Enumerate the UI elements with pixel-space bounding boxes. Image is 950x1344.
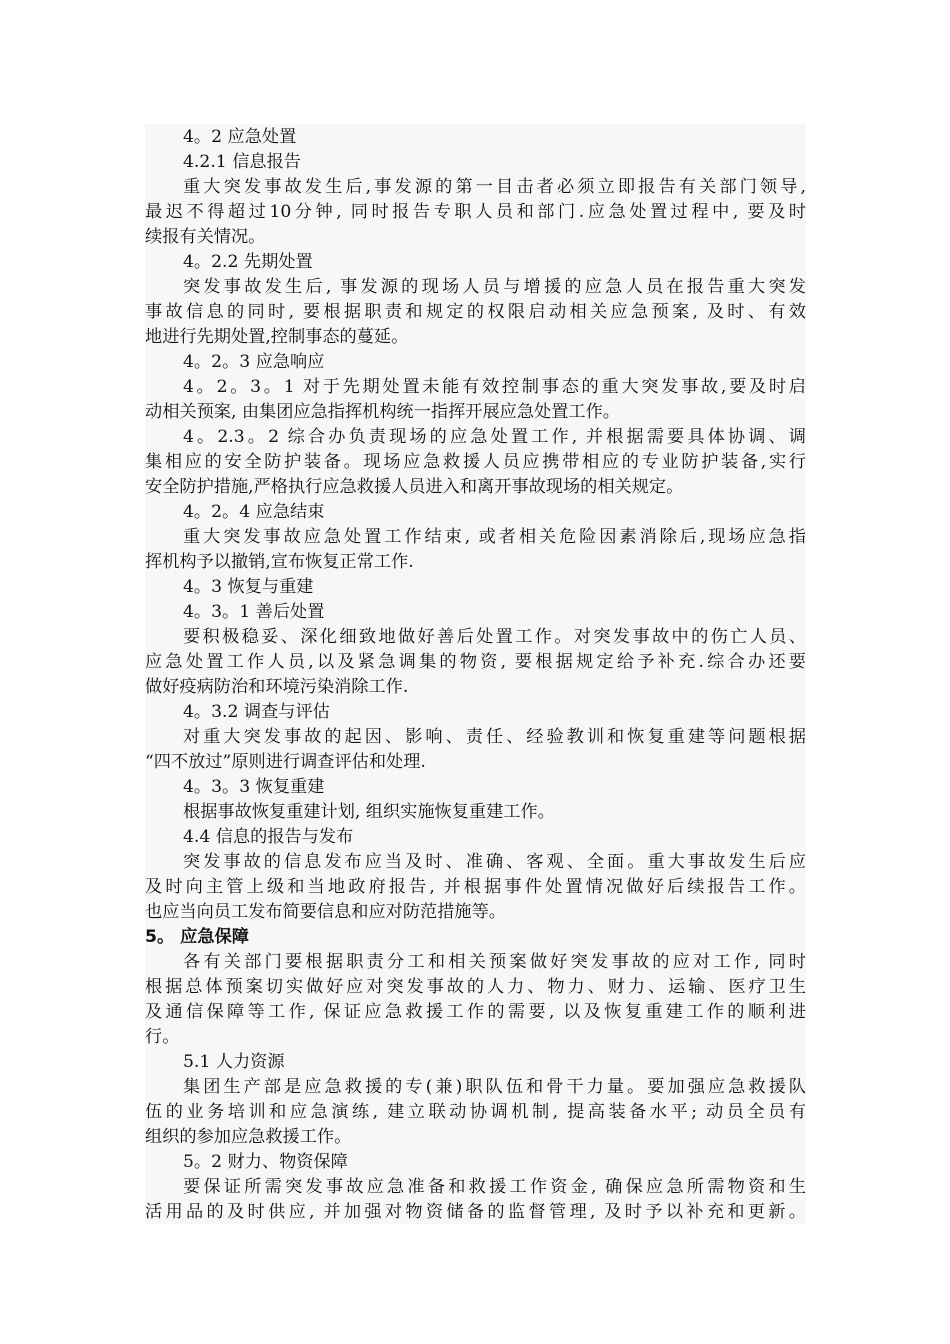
paragraph-line: 应急处置工作人员,以及紧急调集的物资, 要根据规定给予补充.综合办还要 [145,652,806,672]
paragraph-line: 伍的业务培训和应急演练, 建立联动协调机制, 提高装备水平; 动员全员有 [145,1102,806,1122]
heading-4-3: 4。3 恢复与重建 [183,577,314,597]
paragraph-line: 突发事故的信息发布应当及时、准确、客观、全面。重大事故发生后应 [183,852,806,872]
heading-5-1: 5.1 人力资源 [183,1052,285,1072]
heading-4-3-2: 4。3.2 调查与评估 [183,702,330,722]
heading-5: 5。 应急保障 [145,927,249,947]
heading-5-2: 5。2 财力、物资保障 [183,1152,348,1172]
paragraph-line: 要积极稳妥、深化细致地做好善后处置工作。对突发事故中的伤亡人员、 [183,627,806,647]
heading-4-3-1: 4。3。1 善后处置 [183,602,325,622]
paragraph-line: 也应当向员工发布简要信息和应对防范措施等。 [145,902,506,922]
paragraph-line: 集相应的安全防护装备。现场应急救援人员应携带相应的专业防护装备,实行 [145,452,806,472]
paragraph-line: 续报有关情况。 [145,227,266,247]
document-body [145,124,806,1224]
paragraph-line: 地进行先期处置,控制事态的蔓延。 [145,327,409,347]
paragraph-line: 最迟不得超过10分钟, 同时报告专职人员和部门.应急处置过程中, 要及时 [145,202,806,222]
paragraph-line: 行。 [145,1027,180,1047]
paragraph-line: 4。2。3。1 对于先期处置未能有效控制事态的重大突发事故,要及时启 [183,377,806,397]
heading-4-4: 4.4 信息的报告与发布 [183,827,354,847]
paragraph-line: 各有关部门要根据职责分工和相关预案做好突发事故的应对工作, 同时 [183,952,806,972]
heading-4-2: 4。2 应急处置 [183,127,297,147]
heading-4-2-2: 4。2.2 先期处置 [183,252,313,272]
paragraph-line: 根据总体预案切实做好应对突发事故的人力、物力、财力、运输、医疗卫生 [145,977,806,997]
paragraph-line: 动相关预案, 由集团应急指挥机构统一指挥开展应急处置工作。 [145,402,620,422]
paragraph-line: 重大突发事故应急处置工作结束, 或者相关危险因素消除后,现场应急指 [183,527,806,547]
paragraph-line: “四不放过”原则进行调查评估和处理. [145,752,426,772]
paragraph-line: 活用品的及时供应, 并加强对物资储备的监督管理, 及时予以补充和更新。 [145,1202,806,1222]
paragraph-line: 事故信息的同时, 要根据职责和规定的权限启动相关应急预案, 及时、有效 [145,302,806,322]
paragraph-line: 对重大突发事故的起因、影响、责任、经验教训和恢复重建等问题根据 [183,727,806,747]
heading-4-3-3: 4。3。3 恢复重建 [183,777,325,797]
heading-4-2-3: 4。2。3 应急响应 [183,352,325,372]
paragraph-line: 挥机构予以撤销,宣布恢复正常工作. [145,552,414,572]
paragraph-line: 要保证所需突发事故应急准备和救援工作资金, 确保应急所需物资和生 [183,1177,806,1197]
paragraph-line: 重大突发事故发生后,事发源的第一目击者必须立即报告有关部门领导, [183,177,806,197]
paragraph-line: 做好疫病防治和环境污染消除工作. [145,677,409,697]
paragraph-line: 安全防护措施,严格执行应急救援人员进入和离开事故现场的相关规定。 [145,477,684,497]
paragraph-line: 根据事故恢复重建计划, 组织实施恢复重建工作。 [183,802,555,822]
heading-4-2-4: 4。2。4 应急结束 [183,502,325,522]
paragraph-line: 及通信保障等工作, 保证应急救援工作的需要, 以及恢复重建工作的顺利进 [145,1002,806,1022]
paragraph-line: 组织的参加应急救援工作。 [145,1127,352,1147]
paragraph-line: 突发事故发生后, 事发源的现场人员与增援的应急人员在报告重大突发 [183,277,806,297]
paragraph-line: 集团生产部是应急救援的专(兼)职队伍和骨干力量。要加强应急救援队 [183,1077,806,1097]
heading-4-2-1: 4.2.1 信息报告 [183,152,301,172]
paragraph-line: 及时向主管上级和当地政府报告, 并根据事件处置情况做好后续报告工作。 [145,877,806,897]
paragraph-line: 4。2.3。2 综合办负责现场的应急处置工作, 并根据需要具体协调、调 [183,427,806,447]
